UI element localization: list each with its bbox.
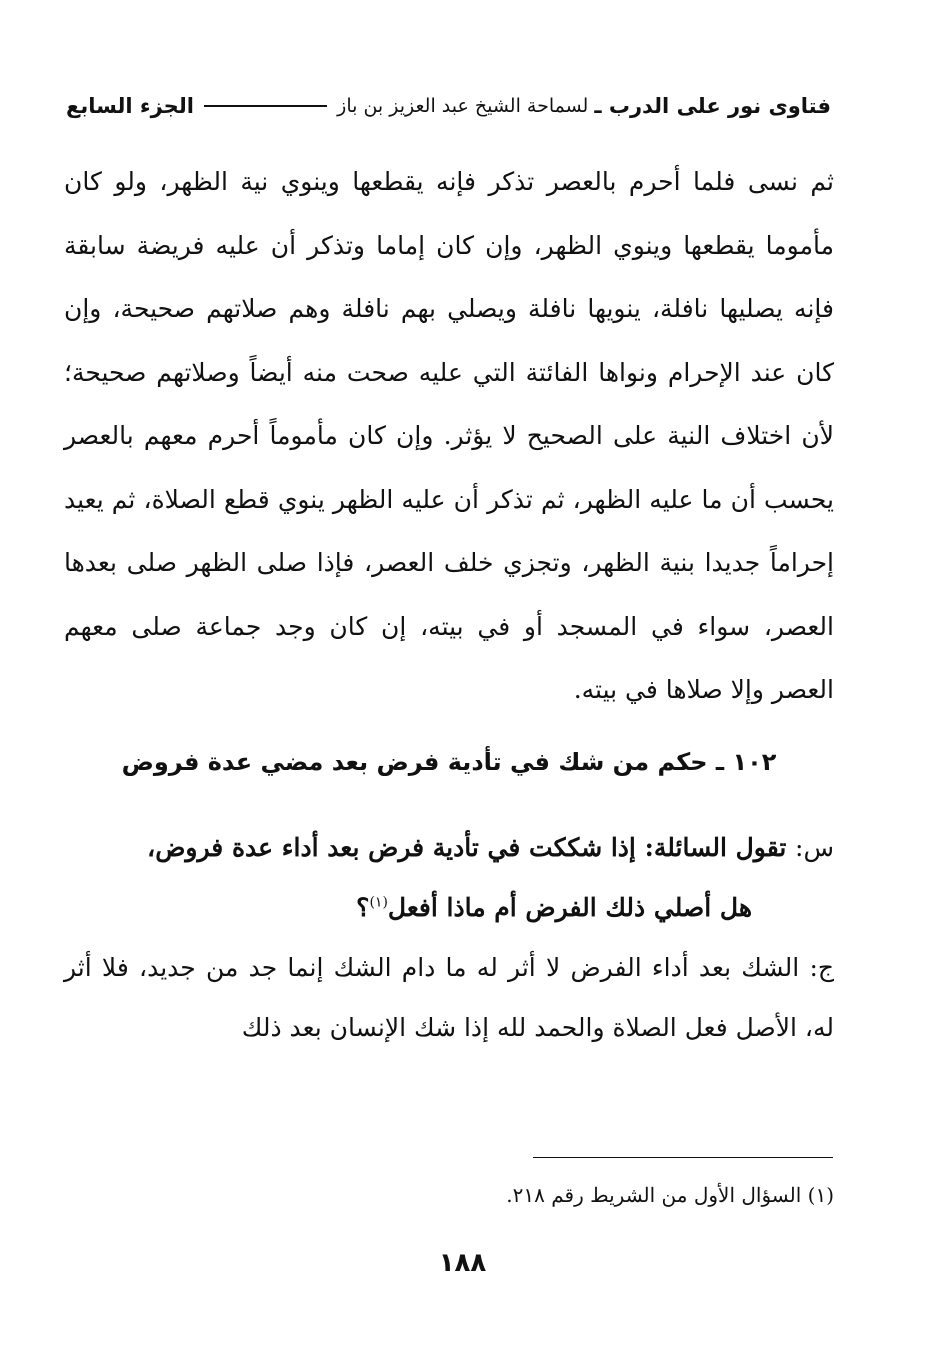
running-header-title-group — [337, 94, 831, 118]
question-answer-block — [64, 818, 834, 1058]
answer-text: الشك بعد أداء الفرض لا أثر له ما دام الشك إنما جد من جديد، فلا أثر له، الأصل فعل الصلاة والحمد لله إذا شك الإنسان بعد ذلك — [64, 953, 834, 1042]
question-text-line1: تقول السائلة: إذا شككت في تأدية فرض بعد أداء عدة فروض، — [147, 833, 787, 862]
footnote: (١) السؤال الأول من الشريط رقم ٢١٨. — [506, 1183, 834, 1207]
question-end-mark: ؟ — [356, 893, 370, 922]
answer-label: ج: — [809, 953, 834, 982]
running-header — [66, 88, 831, 124]
body-text — [64, 150, 834, 722]
body-paragraph: ثم نسى فلما أحرم بالعصر تذكر فإنه يقطعها وينوي نية الظهر، ولو كان مأموما يقطعها وينوي الظهر، وإن كان إماما وتذكر أن عليه فريضة سابقة فإنه يصليها نافلة، ينويها نافلة ويصلي بهم نافلة وهم صلاتهم صحيحة، وإن كان عند الإحرام ونواها الفائتة التي عليه صحت منه أيضاً وصلاتهم صحيحة؛ لأن اختلاف النية على الصحيح لا يؤثر. وإن كان مأموماً أحرم معهم بالعصر يحسب أن ما عليه الظهر، ثم تذكر أن عليه الظهر ينوي قطع الصلاة، ثم يعيد إحراماً جديدا بنية الظهر، وتجزي خلف العصر، فإذا صلى الظهر صلى بعدها العصر، سواء في المسجد أو في بيته، إن كان وجد جماعة صلى معهم العصر وإلا صلاها في بيته. — [64, 167, 834, 704]
answer — [64, 938, 834, 1058]
volume-label: الجزء السابع — [66, 94, 194, 118]
author-name: لسماحة الشيخ عبد العزيز بن باز — [337, 95, 589, 117]
section-heading: ١٠٢ ـ حكم من شك في تأدية فرض بعد مضي عدة فروض — [121, 748, 777, 776]
series-title: فتاوى نور على الدرب ـ — [594, 94, 831, 118]
page-number: ١٨٨ — [438, 1248, 487, 1278]
question — [64, 818, 834, 938]
question-text-line2-wrap — [64, 878, 834, 938]
footnote-divider — [533, 1157, 833, 1158]
question-text-line2: هل أصلي ذلك الفرض أم ماذا أفعل — [387, 893, 752, 922]
question-label: س: — [795, 833, 834, 862]
header-rule — [204, 105, 327, 107]
footnote-reference: (١) — [369, 894, 388, 911]
